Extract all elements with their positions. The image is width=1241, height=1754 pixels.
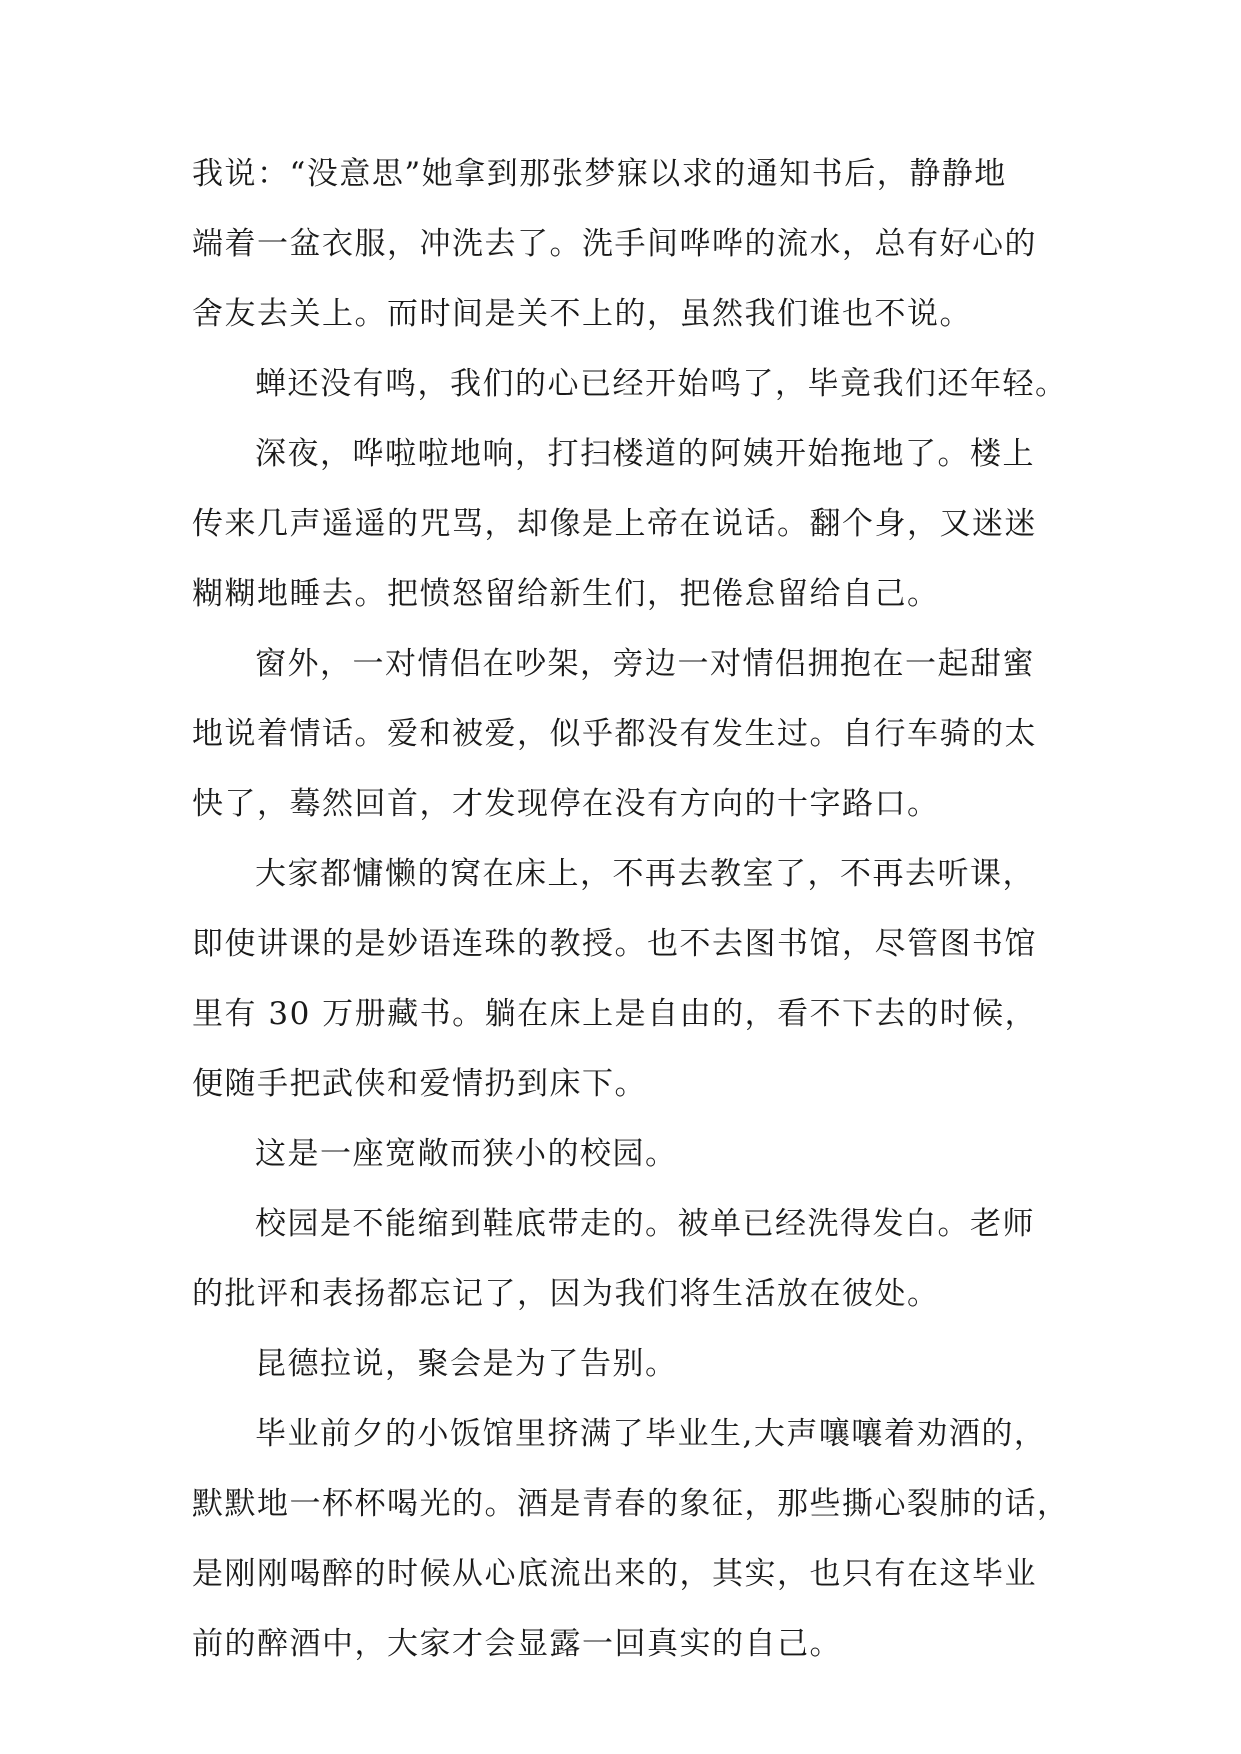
text-line: 蝉还没有鸣，我们的心已经开始鸣了，毕竟我们还年轻。: [255, 366, 1068, 402]
text-line: 校园是不能缩到鞋底带走的。被单已经洗得发白。老师: [255, 1206, 1035, 1242]
text-line: 里有 30 万册藏书。躺在床上是自由的，看不下去的时候，: [192, 996, 1038, 1032]
text-line: 糊糊地睡去。把愤怒留给新生们，把倦怠留给自己。: [192, 576, 940, 612]
text-line: 地说着情话。爱和被爱，似乎都没有发生过。自行车骑的太: [192, 716, 1037, 752]
text-line: 前的醉酒中，大家才会显露一回真实的自己。: [192, 1626, 842, 1662]
text-line: 毕业前夕的小饭馆里挤满了毕业生,大声嚷嚷着劝酒的，: [255, 1416, 1047, 1452]
text-line: 端着一盆衣服，冲洗去了。洗手间哗哗的流水，总有好心的: [192, 226, 1037, 262]
text-line: 即使讲课的是妙语连珠的教授。也不去图书馆，尽管图书馆: [192, 926, 1037, 962]
text-line: 深夜，哗啦啦地响，打扫楼道的阿姨开始拖地了。楼上: [255, 436, 1035, 472]
text-line: 我说：“没意思”她拿到那张梦寐以求的通知书后，静静地: [192, 156, 1007, 192]
text-line: 舍友去关上。而时间是关不上的，虽然我们谁也不说。: [192, 296, 972, 332]
text-line: 传来几声遥遥的咒骂，却像是上帝在说话。翻个身，又迷迷: [192, 506, 1037, 542]
text-line: 默默地一杯杯喝光的。酒是青春的象征，那些撕心裂肺的话，: [192, 1486, 1070, 1522]
text-line: 便随手把武侠和爱情扔到床下。: [192, 1066, 647, 1102]
text-line: 快了，蓦然回首，才发现停在没有方向的十字路口。: [192, 786, 940, 822]
text-line: 大家都慵懒的窝在床上，不再去教室了，不再去听课，: [255, 856, 1035, 892]
text-line: 是刚刚喝醉的时候从心底流出来的，其实，也只有在这毕业: [192, 1556, 1037, 1592]
text-line: 昆德拉说，聚会是为了告别。: [255, 1346, 678, 1382]
text-line: 这是一座宽敞而狭小的校园。: [255, 1136, 678, 1172]
text-line: 窗外，一对情侣在吵架，旁边一对情侣拥抱在一起甜蜜: [255, 646, 1035, 682]
text-line: 的批评和表扬都忘记了，因为我们将生活放在彼处。: [192, 1276, 940, 1312]
